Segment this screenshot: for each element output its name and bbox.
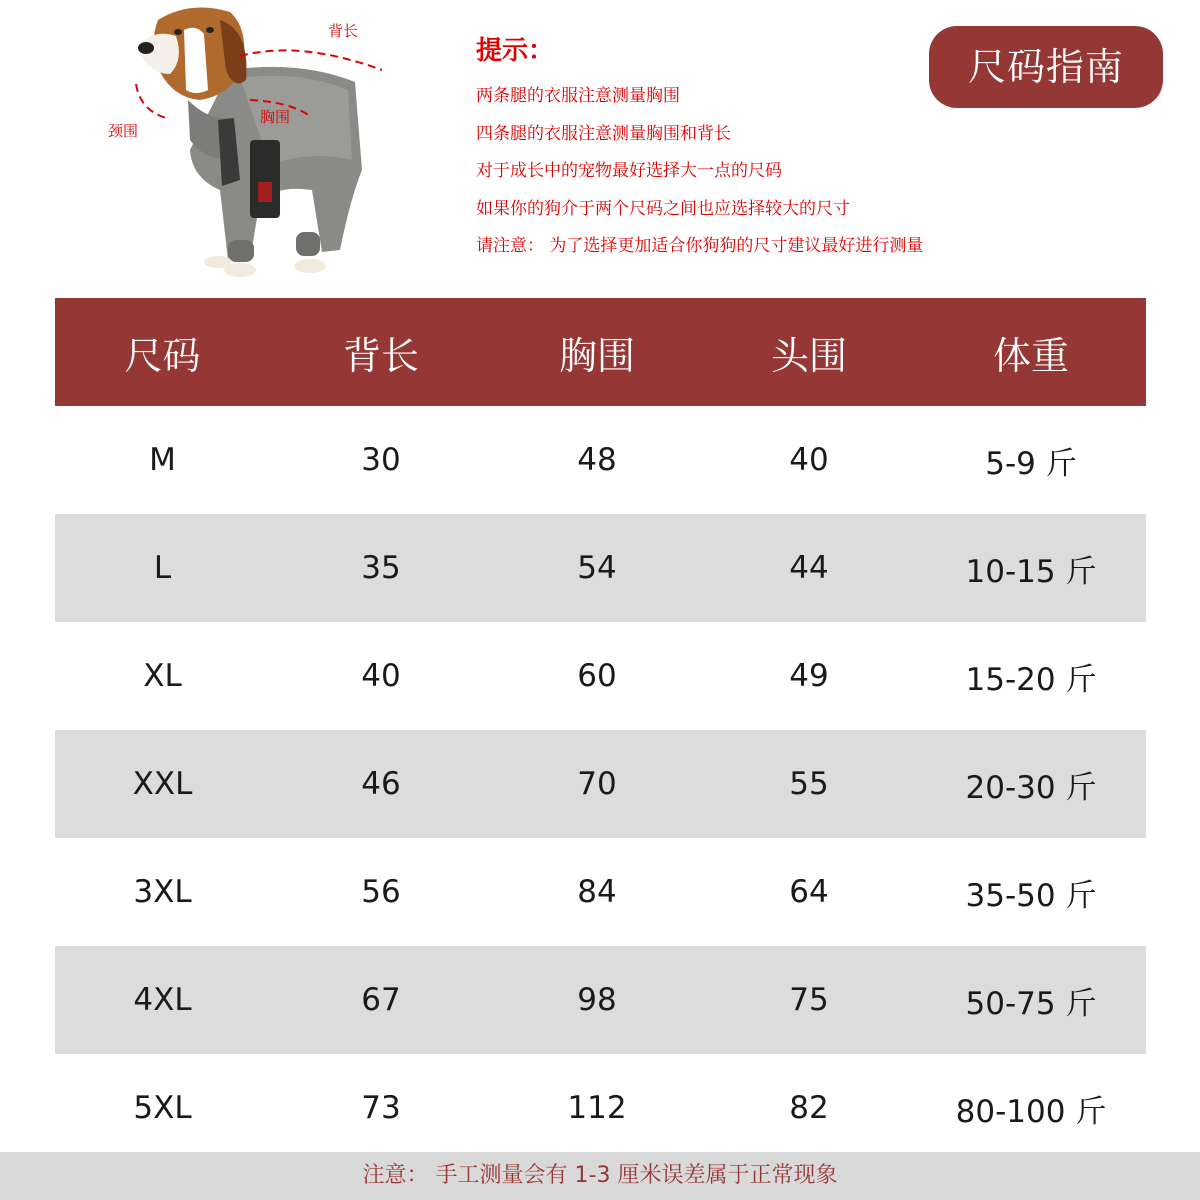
cell-weight: 50-75 斤 xyxy=(965,985,1097,1022)
cell-size: XL xyxy=(143,658,182,694)
tip-item: 请注意： 为了选择更加适合你狗狗的尺寸建议最好进行测量 xyxy=(476,236,924,256)
cell-back-length: 67 xyxy=(361,982,401,1018)
tip-item: 对于成长中的宠物最好选择大一点的尺码 xyxy=(476,161,782,181)
table-row xyxy=(55,946,1146,1054)
header-chest: 胸围 xyxy=(558,333,635,378)
cell-head: 64 xyxy=(789,874,829,910)
cell-back-length: 35 xyxy=(361,550,401,586)
cell-back-length: 30 xyxy=(361,442,401,478)
cell-back-length: 46 xyxy=(361,766,401,802)
table-row xyxy=(55,730,1146,838)
header-back-length: 背长 xyxy=(342,333,419,378)
dog-in-raincoat-illustration xyxy=(100,0,440,290)
table-header xyxy=(55,298,1146,406)
table-row xyxy=(55,838,1146,946)
cell-head: 82 xyxy=(789,1090,829,1126)
cell-head: 55 xyxy=(789,766,829,802)
table-row xyxy=(55,1054,1146,1162)
cell-back-length: 73 xyxy=(361,1090,401,1126)
cell-size: M xyxy=(149,442,176,478)
table-row xyxy=(55,514,1146,622)
cell-head: 44 xyxy=(789,550,829,586)
cell-head: 49 xyxy=(789,658,829,694)
cell-chest: 48 xyxy=(577,442,617,478)
cell-size: 3XL xyxy=(133,874,192,910)
cell-chest: 60 xyxy=(577,658,617,694)
header-weight: 体重 xyxy=(992,333,1069,378)
cell-size: L xyxy=(153,550,172,586)
cell-chest: 98 xyxy=(577,982,617,1018)
cell-weight: 5-9 斤 xyxy=(985,445,1077,482)
cell-head: 75 xyxy=(789,982,829,1018)
cell-weight: 35-50 斤 xyxy=(965,877,1097,914)
header-head: 头围 xyxy=(770,333,847,378)
cell-back-length: 56 xyxy=(361,874,401,910)
tips-list xyxy=(476,86,923,274)
table-row xyxy=(55,406,1146,514)
cell-head: 40 xyxy=(789,442,829,478)
cell-chest: 70 xyxy=(577,766,617,802)
cell-weight: 80-100 斤 xyxy=(955,1093,1107,1130)
cell-weight: 20-30 斤 xyxy=(965,769,1097,806)
back-length-label: 背长 xyxy=(328,22,359,40)
cell-size: 5XL xyxy=(133,1090,192,1126)
cell-weight: 15-20 斤 xyxy=(965,661,1097,698)
table-row xyxy=(55,622,1146,730)
tip-item: 如果你的狗介于两个尺码之间也应选择较大的尺寸 xyxy=(476,198,850,219)
dog-measurement-illustration xyxy=(100,0,440,290)
cell-chest: 112 xyxy=(567,1090,627,1126)
header-size: 尺码 xyxy=(124,333,201,378)
cell-size: XXL xyxy=(132,766,193,802)
chest-girth-label: 胸围 xyxy=(260,108,291,126)
tip-item: 两条腿的衣服注意测量胸围 xyxy=(476,86,680,106)
tips-title: 提示： xyxy=(476,36,555,66)
size-guide-badge: 尺码指南 xyxy=(929,26,1163,108)
cell-size: 4XL xyxy=(133,982,192,1018)
cell-chest: 84 xyxy=(577,874,617,910)
cell-chest: 54 xyxy=(577,550,617,586)
cell-back-length: 40 xyxy=(361,658,401,694)
size-table xyxy=(55,298,1146,1162)
tip-item: 四条腿的衣服注意测量胸围和背长 xyxy=(476,123,731,144)
neck-girth-label: 颈围 xyxy=(108,122,139,140)
cell-weight: 10-15 斤 xyxy=(965,553,1097,590)
footer-note: 注意： 手工测量会有 1-3 厘米误差属于正常现象 xyxy=(0,1152,1200,1200)
